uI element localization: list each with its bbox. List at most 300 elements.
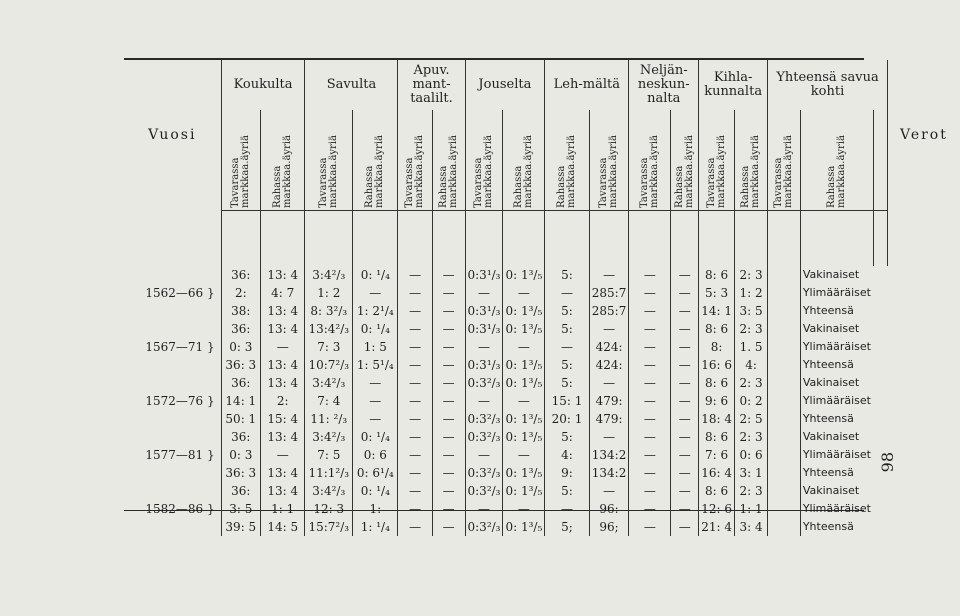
spacer-cell [768,356,801,374]
value-cell: 0:3²/₃ [465,482,503,500]
value-cell: 7: 5 [305,446,353,464]
value-cell: — [398,482,432,500]
subheader-tavarassa: Tavarassa markkaa.äyriä [398,110,432,210]
header-vuosi: Vuosi [148,127,197,143]
value-cell: 0: ¹/₄ [353,320,398,338]
value-cell: 3: 5 [735,302,768,320]
value-cell: 13: 4 [260,464,304,482]
header-savulta: Savulta [305,60,398,110]
value-cell: — [629,356,671,374]
tax-type-cell: Vakinaiset [800,320,873,338]
value-cell: — [671,320,699,338]
value-cell: 0: 1³/₅ [503,374,545,392]
value-cell: 134:2 [589,446,629,464]
value-cell: — [432,518,465,536]
subheader-tavarassa: Tavarassa markkaa.äyriä [465,110,503,210]
tax-type-cell: Ylimääräiset [800,392,873,410]
subheader-rahassa: Rahassa markkaa.äyriä [545,110,589,210]
value-cell: — [398,266,432,284]
spacer-cell [768,392,801,410]
value-cell: 4: [735,356,768,374]
spacer-cell [768,338,801,356]
value-cell: — [260,338,304,356]
year-cell [124,356,221,374]
value-cell: 0:3¹/₃ [465,302,503,320]
value-cell: 0:3²/₃ [465,518,503,536]
value-cell: — [398,464,432,482]
value-cell: 8: 3²/₃ [305,302,353,320]
value-cell: 5: [545,428,589,446]
value-cell: — [671,356,699,374]
subheader-tavarassa: Tavarassa markkaa.äyriä [589,110,629,210]
value-cell: 1. 5 [735,338,768,356]
value-cell: 5: 3 [699,284,735,302]
value-cell: — [465,392,503,410]
value-cell: — [398,410,432,428]
value-cell: — [432,356,465,374]
year-cell: 1577—81 } [145,448,215,462]
value-cell: 8: 6 [699,482,735,500]
table-row [124,464,960,482]
value-cell: 0: 1³/₅ [503,266,545,284]
value-cell: 8: [699,338,735,356]
tax-type-cell: Ylimääräiset [800,284,873,302]
value-cell: — [671,464,699,482]
value-cell: — [432,320,465,338]
value-cell: 285:7 [589,284,629,302]
value-cell: 0: ¹/₄ [353,482,398,500]
value-cell: 12: 3 [305,500,353,518]
table-row [124,500,960,518]
spacer-cell [768,518,801,536]
value-cell: 479: [589,410,629,428]
value-cell: 0:3²/₃ [465,464,503,482]
value-cell: — [589,428,629,446]
value-cell: 0: 6 [735,446,768,464]
value-cell: — [671,410,699,428]
spacer-cell [768,464,801,482]
value-cell: 0:3¹/₃ [465,320,503,338]
value-cell: 8: 6 [699,374,735,392]
value-cell: 3:4²/₃ [305,266,353,284]
value-cell: 0:3²/₃ [465,428,503,446]
value-cell: 2: 3 [735,428,768,446]
value-cell: — [260,446,304,464]
value-cell: — [465,284,503,302]
table-row [124,338,960,356]
tax-type-cell: Vakinaiset [800,482,873,500]
table-row [124,518,960,536]
tax-type-cell: Vakinaiset [800,428,873,446]
table-row [124,374,960,392]
header-koukulta: Koukulta [221,60,305,110]
value-cell: — [589,320,629,338]
subheader-rahassa: Rahassa markkaa.äyriä [735,110,768,210]
value-cell: 8: 6 [699,428,735,446]
spacer-cell [768,446,801,464]
value-cell: 21: 4 [699,518,735,536]
value-cell: — [432,338,465,356]
value-cell: — [629,464,671,482]
value-cell: — [432,392,465,410]
value-cell: 0: 2 [735,392,768,410]
value-cell: 1: 5¹/₄ [353,356,398,374]
value-cell: 13: 4 [260,302,304,320]
spacer-cell [768,410,801,428]
value-cell: — [503,500,545,518]
value-cell: — [432,266,465,284]
value-cell: 0:3¹/₃ [465,266,503,284]
value-cell: — [398,518,432,536]
value-cell: 0: 1³/₅ [503,356,545,374]
year-cell [124,464,221,482]
value-cell: 38: [221,302,260,320]
value-cell: — [671,428,699,446]
year-cell [124,410,221,428]
value-cell: 2: 3 [735,320,768,338]
value-cell: 12: 6 [699,500,735,518]
value-cell: 3: 4 [735,518,768,536]
value-cell: 1: 1 [735,500,768,518]
year-cell [124,518,221,536]
value-cell: 0: 1³/₅ [503,302,545,320]
value-cell: — [589,482,629,500]
value-cell: 9: 6 [699,392,735,410]
table-row [124,302,960,320]
value-cell: 1: 5 [353,338,398,356]
value-cell: — [545,284,589,302]
value-cell: — [353,284,398,302]
table-row [124,446,960,464]
value-cell: 16: 6 [699,356,735,374]
subheader-tavarassa: Tavarassa markkaa.äyriä [305,110,353,210]
value-cell: 36: 3 [221,464,260,482]
value-cell: 13:4²/₃ [305,320,353,338]
value-cell: 3:4²/₃ [305,428,353,446]
value-cell: — [671,446,699,464]
tax-type-cell: Yhteensä [800,356,873,374]
value-cell: — [432,482,465,500]
tax-type-cell: Ylimääräiset [800,338,873,356]
value-cell: — [545,500,589,518]
value-cell: — [465,500,503,518]
value-cell: — [398,284,432,302]
subheader-spacer [873,110,887,210]
value-cell: — [629,482,671,500]
header-yhteensa-savua-kohti: Yhteensä savua kohti [768,60,888,110]
value-cell: — [589,266,629,284]
value-cell: 36: [221,320,260,338]
value-cell: 5: [545,356,589,374]
value-cell: — [629,410,671,428]
value-cell: 3: 1 [735,464,768,482]
value-cell: — [629,518,671,536]
spacer-cell [768,428,801,446]
value-cell: 7: 4 [305,392,353,410]
value-cell: — [629,500,671,518]
value-cell: 36: [221,428,260,446]
value-cell: 13: 4 [260,374,304,392]
header-jouselta: Jouselta [465,60,545,110]
value-cell: 11: ²/₃ [305,410,353,428]
value-cell: 4: [545,446,589,464]
value-cell: 1: 2¹/₄ [353,302,398,320]
spacer-cell [768,284,801,302]
value-cell: 0: ¹/₄ [353,428,398,446]
value-cell: 0: 1³/₅ [503,320,545,338]
value-cell: 0: 1³/₅ [503,518,545,536]
spacer-cell [768,302,801,320]
value-cell: 11:1²/₃ [305,464,353,482]
tax-type-cell: Vakinaiset [800,266,873,284]
value-cell: 15:7²/₃ [305,518,353,536]
value-cell: 1: 2 [305,284,353,302]
value-cell: 20: 1 [545,410,589,428]
table-row [124,320,960,338]
value-cell: 4: 7 [260,284,304,302]
value-cell: 5: [545,482,589,500]
subheader-rahassa: Rahassa markkaa.äyriä [671,110,699,210]
value-cell: 13: 4 [260,428,304,446]
subheader-tavarassa: Tavarassa markkaa.äyriä [221,110,260,210]
value-cell: — [432,284,465,302]
value-cell: 1: ¹/₄ [353,518,398,536]
value-cell: — [629,302,671,320]
header-apuv-manttaalilt: Apuv. mant-taalilt. [398,60,465,110]
value-cell: — [398,446,432,464]
year-cell [124,428,221,446]
value-cell: 36: 3 [221,356,260,374]
value-cell: 5: [545,302,589,320]
value-cell: 39: 5 [221,518,260,536]
value-cell: — [629,266,671,284]
header-verot: Verot [887,60,960,210]
value-cell: 1: 1 [260,500,304,518]
value-cell: 0: 3 [221,338,260,356]
value-cell: — [353,374,398,392]
value-cell: 13: 4 [260,266,304,284]
value-cell: — [398,338,432,356]
value-cell: — [503,284,545,302]
value-cell: 5: [545,266,589,284]
header-neljanneskunnalta: Neljän-neskun-nalta [629,60,699,110]
value-cell: 9: [545,464,589,482]
value-cell: — [432,410,465,428]
value-cell: 0: 3 [221,446,260,464]
value-cell: — [398,320,432,338]
value-cell: 3:4²/₃ [305,482,353,500]
table-row [124,284,960,302]
value-cell: 18: 4 [699,410,735,428]
value-cell: 8: 6 [699,320,735,338]
value-cell: 50: 1 [221,410,260,428]
value-cell: — [629,374,671,392]
tax-type-cell: Yhteensä [800,518,873,536]
table-row [124,428,960,446]
value-cell: 0: 6¹/₄ [353,464,398,482]
value-cell: 0: ¹/₄ [353,266,398,284]
year-cell [124,266,221,284]
subheader-rahassa: Rahassa markkaa.äyriä [800,110,873,210]
value-cell: 285:7 [589,302,629,320]
value-cell: 96; [589,518,629,536]
value-cell: 16: 4 [699,464,735,482]
value-cell: — [671,266,699,284]
value-cell: 424: [589,356,629,374]
tax-type-cell: Ylimääräiset [800,446,873,464]
value-cell: 13: 4 [260,320,304,338]
value-cell: — [671,482,699,500]
tax-type-cell: Ylimääräiset [800,500,873,518]
subheader-tavarassa: Tavarassa markkaa.äyriä [768,110,801,210]
value-cell: — [545,338,589,356]
value-cell: 10:7²/₃ [305,356,353,374]
year-cell [124,302,221,320]
value-cell: 2: 3 [735,266,768,284]
value-cell: 0: 1³/₅ [503,428,545,446]
value-cell: 3: 5 [221,500,260,518]
value-cell: 7: 6 [699,446,735,464]
value-cell: — [629,428,671,446]
table-row [124,356,960,374]
tax-type-cell: Vakinaiset [800,374,873,392]
value-cell: — [398,500,432,518]
spacer-cell [768,266,801,284]
value-cell: 0: 6 [353,446,398,464]
value-cell: 14: 1 [221,392,260,410]
value-cell: — [353,410,398,428]
year-cell: 1582—86 } [145,502,215,516]
value-cell: — [629,446,671,464]
value-cell: — [629,320,671,338]
value-cell: — [671,518,699,536]
value-cell: — [503,392,545,410]
value-cell: — [398,356,432,374]
value-cell: — [671,338,699,356]
value-cell: 479: [589,392,629,410]
spacer-cell [768,500,801,518]
value-cell: 96: [589,500,629,518]
value-cell: — [432,464,465,482]
value-cell: — [398,302,432,320]
header-lehmalta: Leh-mältä [545,60,629,110]
value-cell: — [353,392,398,410]
tax-type-cell: Yhteensä [800,464,873,482]
subheader-tavarassa: Tavarassa markkaa.äyriä [699,110,735,210]
table-row [124,410,960,428]
table-row [124,482,960,500]
value-cell: — [503,446,545,464]
value-cell: — [629,392,671,410]
value-cell: — [503,338,545,356]
value-cell: 36: [221,374,260,392]
spacer-cell [768,374,801,392]
value-cell: 13: 4 [260,482,304,500]
tax-type-cell: Yhteensä [800,410,873,428]
value-cell: 2: [221,284,260,302]
table-row [124,392,960,410]
value-cell: 2: 3 [735,482,768,500]
year-cell: 1572—76 } [145,394,215,408]
header-kihlakunnalta: Kihla-kunnalta [699,60,768,110]
ledger-rows [124,266,960,536]
year-cell [124,482,221,500]
value-cell: — [589,374,629,392]
value-cell: 0:3²/₃ [465,374,503,392]
value-cell: — [671,284,699,302]
value-cell: 36: [221,266,260,284]
tax-type-cell: Yhteensä [800,302,873,320]
year-cell: 1562—66 } [145,286,215,300]
subheader-rahassa: Rahassa markkaa.äyriä [353,110,398,210]
value-cell: 14: 5 [260,518,304,536]
value-cell: 1: [353,500,398,518]
value-cell: 5; [545,518,589,536]
value-cell: 15: 1 [545,392,589,410]
value-cell: 1: 2 [735,284,768,302]
value-cell: 0: 1³/₅ [503,482,545,500]
value-cell: — [671,302,699,320]
spacer-cell [768,482,801,500]
spacer-cell [768,320,801,338]
value-cell: 2: 3 [735,374,768,392]
value-cell: 5: [545,320,589,338]
subheader-rahassa: Rahassa markkaa.äyriä [260,110,304,210]
value-cell: — [671,374,699,392]
value-cell: 424: [589,338,629,356]
value-cell: 7: 3 [305,338,353,356]
value-cell: — [629,338,671,356]
value-cell: — [398,428,432,446]
subheader-rahassa: Rahassa markkaa.äyriä [503,110,545,210]
value-cell: — [432,302,465,320]
year-cell [124,320,221,338]
tax-ledger-table [124,60,960,536]
value-cell: — [465,446,503,464]
value-cell: — [465,338,503,356]
value-cell: 13: 4 [260,356,304,374]
value-cell: 0: 1³/₅ [503,464,545,482]
value-cell: — [432,500,465,518]
value-cell: — [629,284,671,302]
value-cell: — [432,428,465,446]
value-cell: 0:3¹/₃ [465,356,503,374]
table-row [124,266,960,284]
value-cell: — [671,392,699,410]
value-cell: 8: 6 [699,266,735,284]
year-cell: 1567—71 } [145,340,215,354]
value-cell: 15: 4 [260,410,304,428]
value-cell: 134:2 [589,464,629,482]
value-cell: — [432,446,465,464]
subheader-tavarassa: Tavarassa markkaa.äyriä [629,110,671,210]
value-cell: — [398,392,432,410]
value-cell: 2: 5 [735,410,768,428]
page-number: 98 [878,452,897,473]
value-cell: 0: 1³/₅ [503,410,545,428]
value-cell: 36: [221,482,260,500]
subheader-rahassa: Rahassa markkaa.äyriä [432,110,465,210]
value-cell: 3:4²/₃ [305,374,353,392]
value-cell: 14: 1 [699,302,735,320]
year-cell [124,374,221,392]
value-cell: 0:3²/₃ [465,410,503,428]
value-cell: — [671,500,699,518]
value-cell: — [398,374,432,392]
value-cell: 5: [545,374,589,392]
value-cell: — [432,374,465,392]
value-cell: 2: [260,392,304,410]
